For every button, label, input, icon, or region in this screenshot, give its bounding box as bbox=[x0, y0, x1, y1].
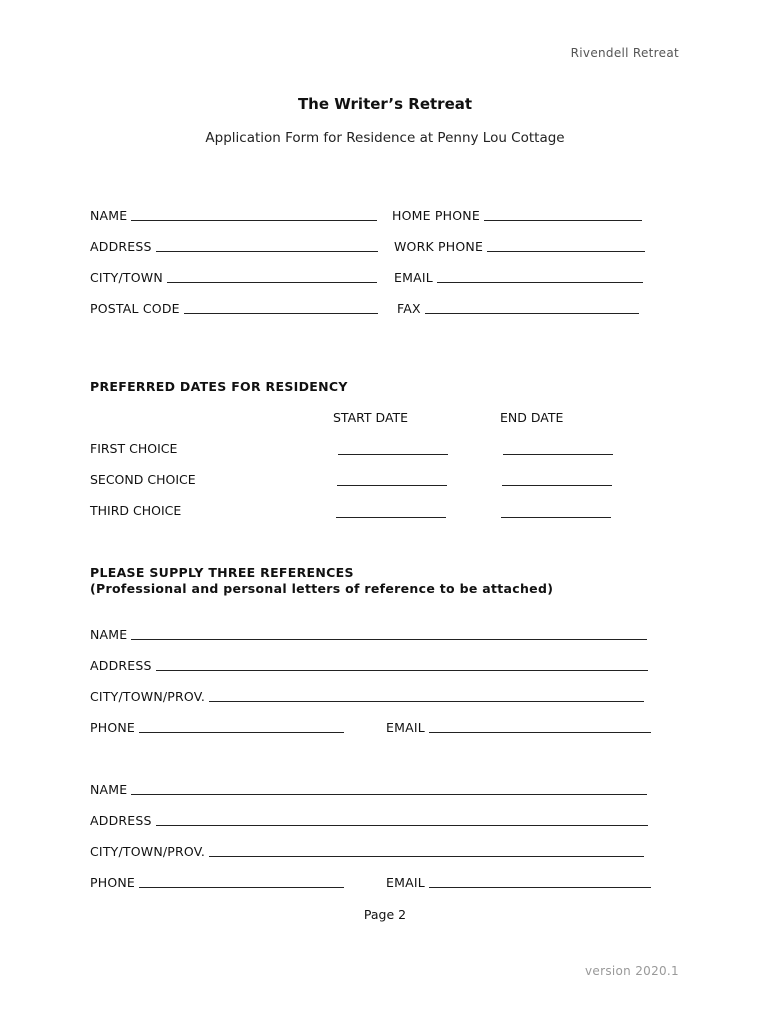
ref1-name-label: NAME bbox=[90, 627, 128, 642]
ref2-city-label: CITY/TOWN/PROV. bbox=[90, 844, 206, 859]
ref1-phone-label: PHONE bbox=[90, 720, 136, 735]
email-label: EMAIL bbox=[394, 270, 433, 285]
header-org: Rivendell Retreat bbox=[570, 46, 679, 60]
ref2-name-line bbox=[131, 793, 647, 795]
name-line bbox=[131, 219, 377, 221]
page-subtitle: Application Form for Residence at Penny Lou Cottage bbox=[205, 130, 565, 146]
ref1-city-label: CITY/TOWN/PROV. bbox=[90, 689, 206, 704]
ref2-phone-line bbox=[139, 886, 344, 888]
ref2-city-line bbox=[209, 855, 644, 857]
ref2-address-label: ADDRESS bbox=[90, 813, 152, 828]
work-phone-label: WORK PHONE bbox=[394, 239, 484, 254]
third-choice-start-line[interactable] bbox=[336, 517, 446, 518]
ref1-city-field[interactable] bbox=[90, 689, 644, 704]
ref1-email-field[interactable] bbox=[386, 720, 651, 735]
ref1-phone-field[interactable] bbox=[90, 720, 344, 735]
home-phone-line bbox=[484, 219, 642, 221]
ref2-address-field[interactable] bbox=[90, 813, 648, 828]
fax-label: FAX bbox=[397, 301, 421, 316]
references-heading: PLEASE SUPPLY THREE REFERENCES bbox=[90, 565, 354, 580]
ref2-name-field[interactable] bbox=[90, 782, 647, 797]
first-choice-start-line[interactable] bbox=[338, 454, 448, 455]
ref2-name-label: NAME bbox=[90, 782, 128, 797]
ref1-address-field[interactable] bbox=[90, 658, 648, 673]
work-phone-field[interactable] bbox=[394, 239, 645, 254]
fax-line bbox=[425, 312, 639, 314]
postal-code-label: POSTAL CODE bbox=[90, 301, 180, 316]
ref1-phone-line bbox=[139, 731, 344, 733]
city-label: CITY/TOWN bbox=[90, 270, 163, 285]
end-date-header: END DATE bbox=[500, 410, 564, 425]
ref2-email-field[interactable] bbox=[386, 875, 651, 890]
version-label: version 2020.1 bbox=[585, 964, 679, 978]
name-label: NAME bbox=[90, 208, 128, 223]
email-line bbox=[437, 281, 643, 283]
ref2-phone-label: PHONE bbox=[90, 875, 136, 890]
ref2-email-line bbox=[429, 886, 651, 888]
dates-heading: PREFERRED DATES FOR RESIDENCY bbox=[90, 379, 348, 394]
ref2-email-label: EMAIL bbox=[386, 875, 425, 890]
postal-code-field[interactable] bbox=[90, 301, 378, 316]
address-field[interactable] bbox=[90, 239, 378, 254]
postal-code-line bbox=[184, 312, 378, 314]
ref1-address-line bbox=[156, 669, 648, 671]
second-choice-label: SECOND CHOICE bbox=[90, 472, 196, 487]
home-phone-field[interactable] bbox=[392, 208, 642, 223]
fax-field[interactable] bbox=[397, 301, 639, 316]
first-choice-end-line[interactable] bbox=[503, 454, 613, 455]
ref2-city-field[interactable] bbox=[90, 844, 644, 859]
third-choice-label: THIRD CHOICE bbox=[90, 503, 182, 518]
address-line bbox=[156, 250, 378, 252]
page-number: Page 2 bbox=[363, 907, 407, 922]
third-choice-end-line[interactable] bbox=[501, 517, 611, 518]
start-date-header: START DATE bbox=[333, 410, 409, 425]
email-field[interactable] bbox=[394, 270, 643, 285]
ref1-address-label: ADDRESS bbox=[90, 658, 152, 673]
first-choice-label: FIRST CHOICE bbox=[90, 441, 178, 456]
ref1-name-line bbox=[131, 638, 647, 640]
city-line bbox=[167, 281, 377, 283]
name-field[interactable] bbox=[90, 208, 377, 223]
ref1-name-field[interactable] bbox=[90, 627, 647, 642]
ref2-phone-field[interactable] bbox=[90, 875, 344, 890]
home-phone-label: HOME PHONE bbox=[392, 208, 480, 223]
work-phone-line bbox=[487, 250, 645, 252]
references-subheading: (Professional and personal letters of reference to be attached) bbox=[90, 581, 554, 596]
page-title: The Writer’s Retreat bbox=[297, 95, 473, 113]
ref1-city-line bbox=[209, 700, 644, 702]
second-choice-end-line[interactable] bbox=[502, 485, 612, 486]
second-choice-start-line[interactable] bbox=[337, 485, 447, 486]
ref1-email-label: EMAIL bbox=[386, 720, 425, 735]
ref2-address-line bbox=[156, 824, 648, 826]
ref1-email-line bbox=[429, 731, 651, 733]
address-label: ADDRESS bbox=[90, 239, 152, 254]
city-field[interactable] bbox=[90, 270, 377, 285]
